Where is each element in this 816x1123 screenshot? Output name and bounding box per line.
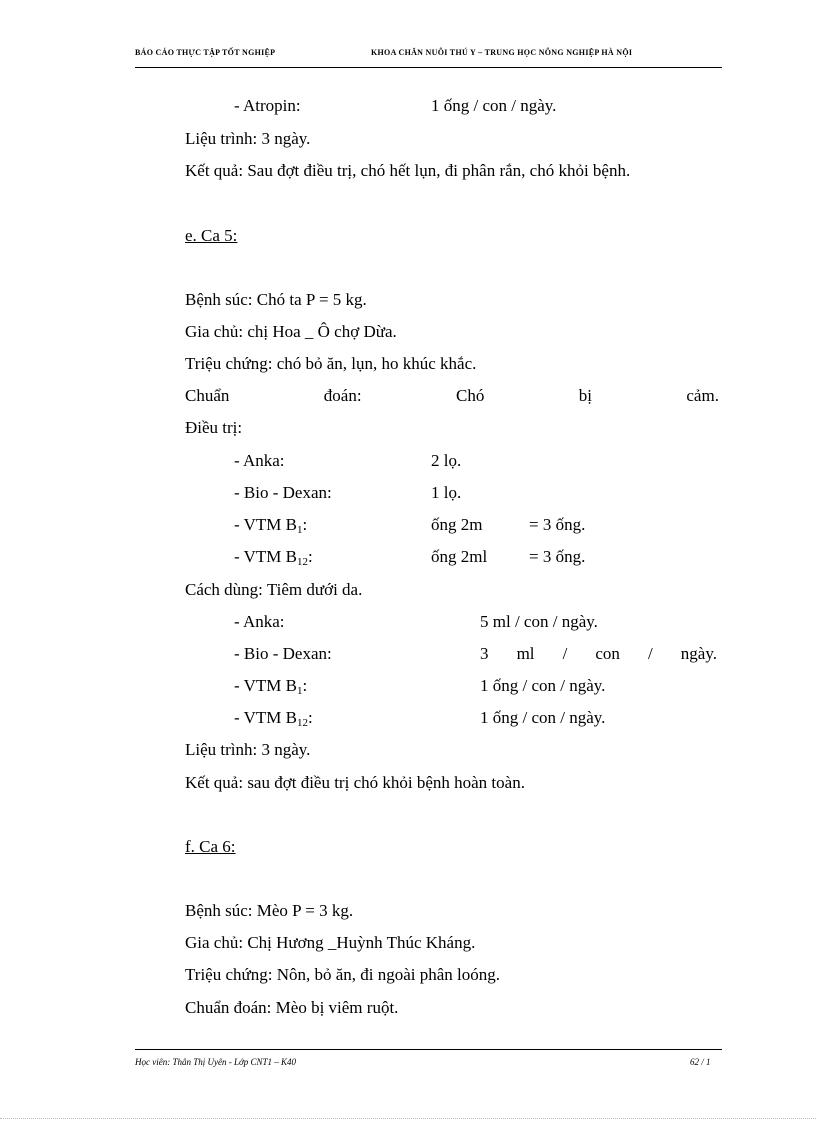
case5-owner: Gia chủ: chị Hoa _ Ô chợ Dừa. — [185, 322, 397, 341]
footer-left: Học viên: Thân Thị Uyên - Lớp CNT1 – K40 — [135, 1057, 297, 1067]
drug-atropin-dose: 1 ống / con / ngày. — [431, 96, 557, 115]
page-edge-dots — [0, 1118, 816, 1119]
drug-total: = 3 ống. — [529, 547, 586, 566]
case5-patient: Bệnh súc: Chó ta P = 5 kg. — [185, 290, 367, 309]
case6-heading: f. Ca 6: — [185, 837, 236, 856]
drug-name: - Bio - Dexan: — [234, 483, 332, 502]
course-line: Liệu trình: 3 ngày. — [185, 129, 311, 148]
header-left: BÁO CÁO THỰC TẬP TỐT NGHIỆP — [135, 48, 276, 57]
case5-course: Liệu trình: 3 ngày. — [185, 740, 311, 759]
dose-value: 5 ml / con / ngày. — [480, 612, 598, 631]
header-rule — [135, 67, 722, 68]
diagnosis-word: cảm. — [686, 386, 719, 405]
case6-diagnosis: Chuẩn đoán: Mèo bị viêm ruột. — [185, 998, 399, 1017]
drug-qty: ống 2ml — [431, 547, 488, 566]
dose-value-justified: 3 ml / con / ngày. — [480, 644, 717, 663]
dose-value: 1 ống / con / ngày. — [480, 708, 606, 727]
dose-name: - Anka: — [234, 612, 285, 631]
case5-treatment-label: Điều trị: — [185, 418, 243, 437]
case5-heading: e. Ca 5: — [185, 226, 238, 245]
case6-owner: Gia chủ: Chị Hương _Huỳnh Thúc Kháng. — [185, 933, 476, 952]
dose-name: - Bio - Dexan: — [234, 644, 332, 663]
drug-qty: 1 lọ. — [431, 483, 462, 502]
case5-usage: Cách dùng: Tiêm dưới da. — [185, 580, 363, 599]
drug-qty: 2 lọ. — [431, 451, 462, 470]
case5-result: Kết quả: sau đợt điều trị chó khỏi bệnh hoàn toàn. — [185, 773, 525, 792]
drug-name-vtm-b1: - VTM $B_1$: — [234, 515, 308, 536]
dose-value: 1 ống / con / ngày. — [480, 676, 606, 695]
dose-name-vtm-b12: - VTM $B_{12}$: — [234, 708, 313, 729]
result-line: Kết quả: Sau đợt điều trị, chó hết lụn, đi phân rắn, chó khỏi bệnh. — [185, 161, 631, 180]
diagnosis-word: đoán: — [323, 386, 362, 405]
page-number: 62 / 1 — [690, 1057, 711, 1067]
dose-name-vtm-b1: - VTM $B_1$: — [234, 676, 308, 697]
drug-name: - Anka: — [234, 451, 285, 470]
diagnosis-word: Chuẩn — [185, 386, 230, 405]
case6-patient: Bệnh súc: Mèo P = 3 kg. — [185, 901, 354, 920]
drug-atropin-name: - Atropin: — [234, 96, 301, 115]
drug-qty: ống 2m — [431, 515, 483, 534]
case5-symptoms: Triệu chứng: chó bỏ ăn, lụn, ho khúc khắc. — [185, 354, 477, 373]
diagnosis-word: bị — [578, 386, 592, 405]
drug-name-vtm-b12: - VTM $B_{12}$: — [234, 547, 313, 568]
case5-diagnosis — [185, 386, 719, 406]
drug-total: = 3 ống. — [529, 515, 586, 534]
case6-symptoms: Triệu chứng: Nôn, bỏ ăn, đi ngoài phân loóng. — [185, 965, 501, 984]
header-right: KHOA CHĂN NUÔI THÚ Y – TRUNG HỌC NÔNG NGHIỆP HÀ NỘI — [371, 48, 633, 57]
footer-rule — [135, 1049, 722, 1050]
diagnosis-word: Chó — [455, 386, 485, 405]
